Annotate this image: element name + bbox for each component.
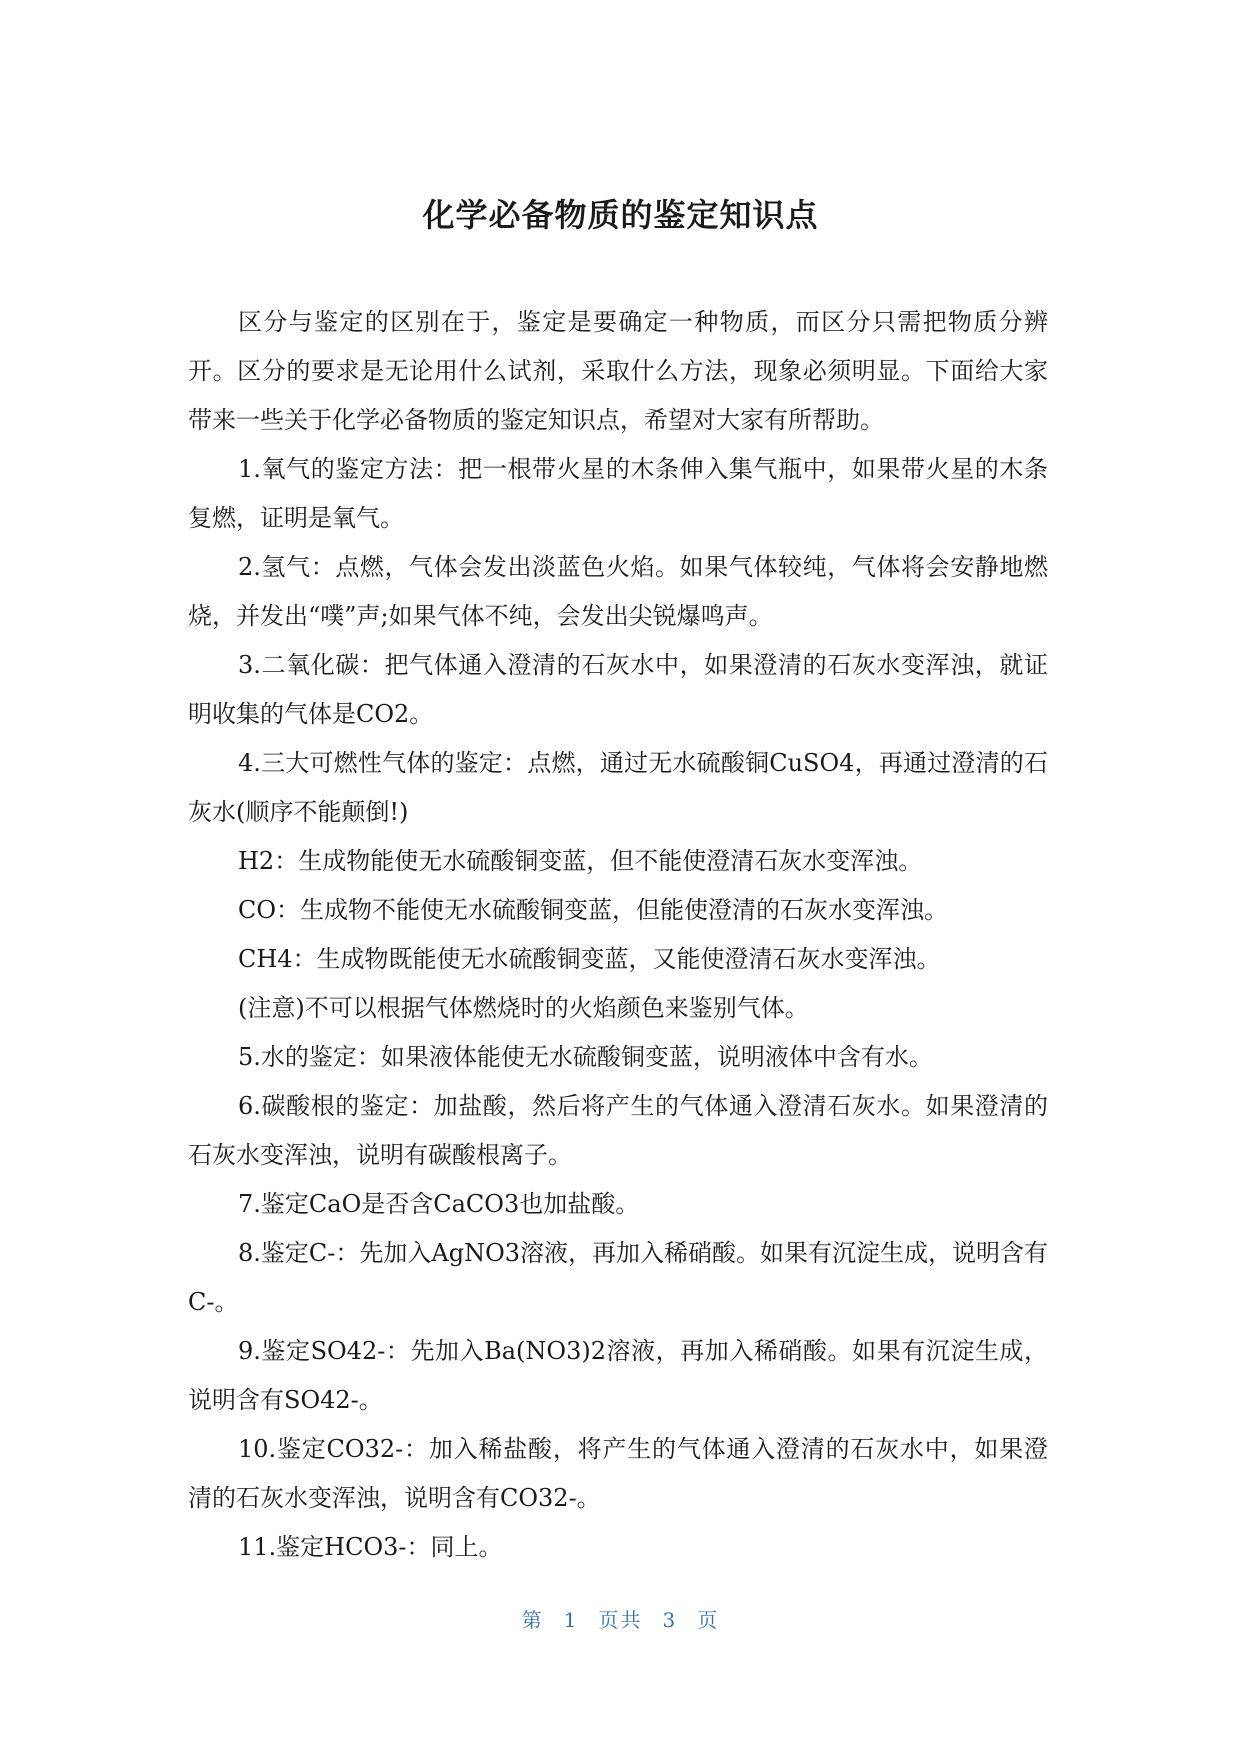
paragraph-chloride: 8.鉴定C-：先加入AgNO3溶液，再加入稀硝酸。如果有沉淀生成，说明含有C-。 [188,1239,1049,1316]
paragraph-h2: H2：生成物能使无水硫酸铜变蓝，但不能使澄清石灰水变浑浊。 [238,847,923,875]
paragraph-water: 5.水的鉴定：如果液体能使无水硫酸铜变蓝，说明液体中含有水。 [238,1043,933,1071]
paragraph-hydrogen: 2.氢气：点燃，气体会发出淡蓝色火焰。如果气体较纯，气体将会安静地燃烧，并发出“噗”声;如果气体不纯，会发出尖锐爆鸣声。 [188,553,1048,630]
page-footer [0,1604,1241,1633]
document-title: 化学必备物质的鉴定知识点 [422,196,819,234]
paragraph-ch4: CH4：生成物既能使无水硫酸铜变蓝，又能使澄清石灰水变浑浊。 [238,945,941,973]
paragraph-note: (注意)不可以根据气体燃烧时的火焰颜色来鉴别气体。 [238,994,809,1022]
paragraph-flammable-gases: 4.三大可燃性气体的鉴定：点燃，通过无水硫酸铜CuSO4，再通过澄清的石灰水(顺序不能颠倒!) [188,749,1048,826]
footer-total-pages: 3 [662,1608,678,1632]
footer-current-page: 1 [563,1608,579,1632]
paragraph-carbon-dioxide: 3.二氧化碳：把气体通入澄清的石灰水中，如果澄清的石灰水变浑浊，就证明收集的气体是CO2。 [188,651,1048,728]
paragraph-hco3: 11.鉴定HCO3-：同上。 [238,1533,503,1561]
document-body [188,298,1048,1572]
paragraph-intro: 区分与鉴定的区别在于，鉴定是要确定一种物质，而区分只需把物质分辨开。区分的要求是无论用什么试剂，采取什么方法，现象必须明显。下面给大家带来一些关于化学必备物质的鉴定知识点，希望对大家有所帮助。 [188,308,1048,434]
paragraph-co32: 10.鉴定CO32-：加入稀盐酸，将产生的气体通入澄清的石灰水中，如果澄清的石灰水变浑浊，说明含有CO32-。 [188,1435,1048,1512]
paragraph-carbonate: 6.碳酸根的鉴定：加盐酸，然后将产生的气体通入澄清石灰水。如果澄清的石灰水变浑浊，说明有碳酸根离子。 [188,1092,1048,1169]
paragraph-sulfate: 9.鉴定SO42-：先加入Ba(NO3)2溶液，再加入稀硝酸。如果有沉淀生成，说明含有SO42-。 [188,1337,1048,1414]
footer-page-suffix: 页 [697,1608,720,1632]
footer-page-label: 第 [521,1608,544,1632]
paragraph-cao: 7.鉴定CaO是否含CaCO3也加盐酸。 [238,1190,640,1218]
paragraph-co: CO：生成物不能使无水硫酸铜变蓝，但能使澄清的石灰水变浑浊。 [238,896,949,924]
footer-of-label: 页共 [598,1608,643,1632]
paragraph-oxygen: 1.氧气的鉴定方法：把一根带火星的木条伸入集气瓶中，如果带火星的木条复燃，证明是氧气。 [188,455,1048,532]
